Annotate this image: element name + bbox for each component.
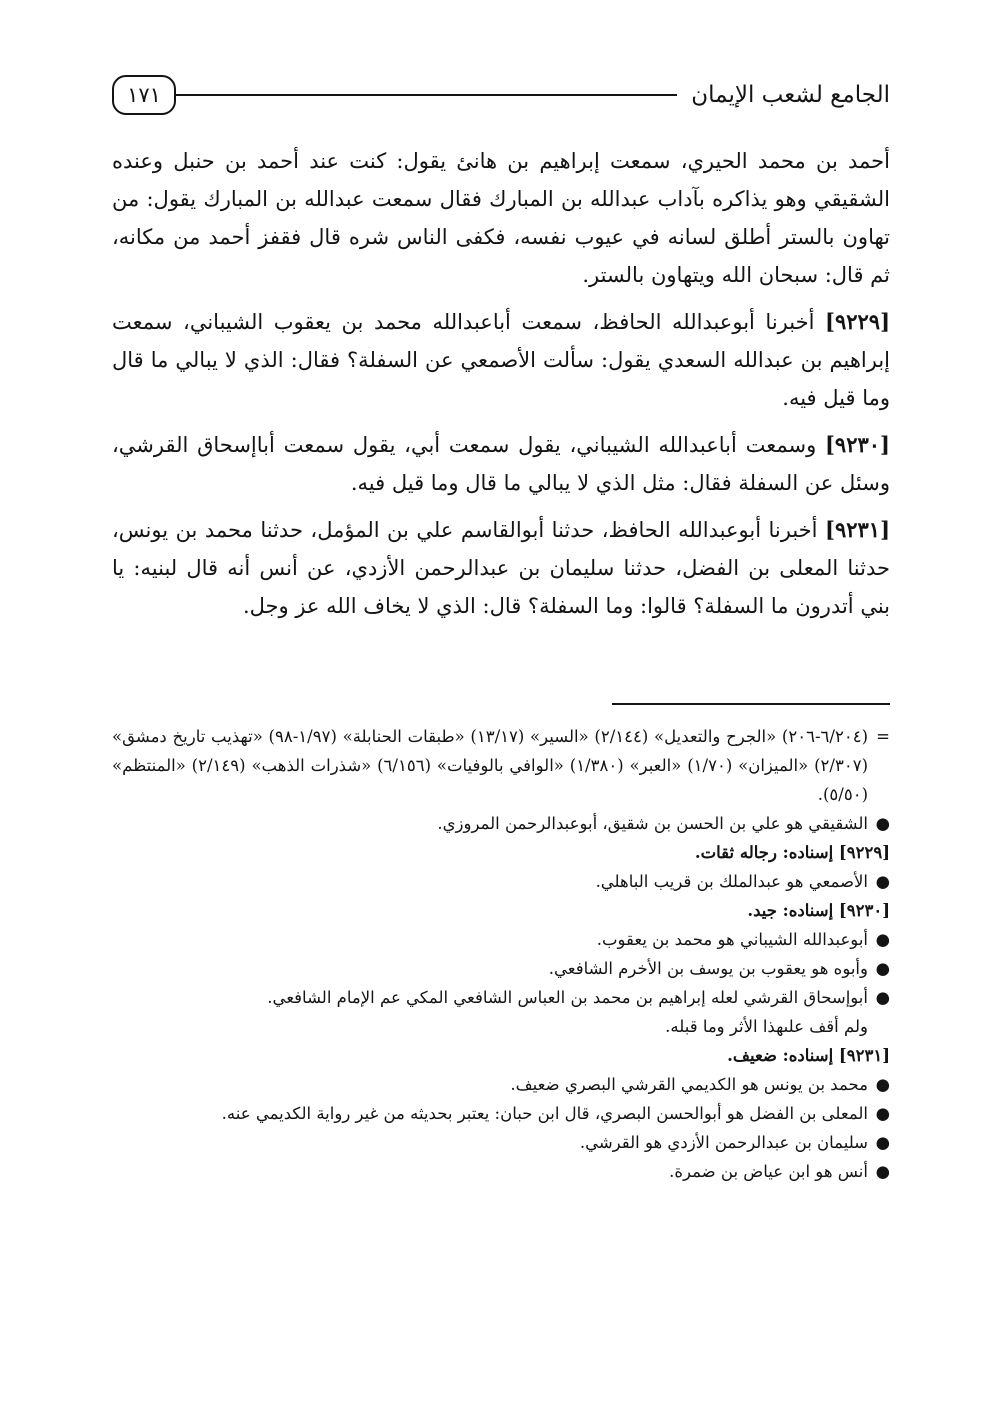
continuation-marker: =: [876, 727, 890, 746]
footnote-item: [112, 1128, 890, 1157]
footnote-item: [112, 1070, 890, 1099]
bullet-icon: ●: [875, 1075, 890, 1094]
hadith-number: [٩٢٣٠]: [824, 432, 890, 457]
footnote-heading-9231: [٩٢٣١] إسناده: ضعيف.: [727, 1046, 890, 1065]
footnote-item: [112, 867, 890, 896]
footnote-text: أبوعبدالله الشيباني هو محمد بن يعقوب.: [596, 930, 868, 949]
hadith-text: أخبرنا أبوعبدالله الحافظ، سمعت أباعبدالله محمد بن يعقوب الشيباني، سمعت إبراهيم بن عبدالله السعدي يقول: سألت الأصمعي عن السفلة؟ فقال: الذي لا يبالي ما قال وما قيل فيه.: [112, 310, 890, 410]
hadith-9229: [112, 303, 890, 417]
hadith-9230: [112, 426, 890, 502]
header-rule: [176, 94, 677, 96]
page-number: ١٧١: [112, 75, 176, 115]
footnote-text: أبوإسحاق القرشي لعله إبراهيم بن محمد بن العباس الشافعي المكي عم الإمام الشافعي.: [267, 988, 868, 1007]
footnote-text: (٦/٢٠٤-٢٠٦) «الجرح والتعديل» (٢/١٤٤) «السير» (١٣/١٧) «طبقات الحنابلة» (١/٩٧-٩٨) «تهذيب تاريخ دمشق» (٢/٣٠٧) «الميزان» (١/٧٠) «العبر» (١/٣٨٠) «الوافي بالوفيات» (٦/١٥٦) «شذرات الذهب» (٢/١٤٩) «المنتظم» (٥/٥٠).: [112, 727, 868, 804]
bullet-icon: ●: [875, 814, 890, 833]
bullet-icon: ●: [875, 1133, 890, 1152]
footnote-text: الأصمعي هو عبدالملك بن قريب الباهلي.: [595, 872, 868, 891]
running-header: [112, 72, 890, 118]
footnote-text: المعلى بن الفضل هو أبوالحسن البصري، قال ابن حبان: يعتبر بحديثه من غير رواية الكديمي عنه.: [221, 1104, 868, 1123]
footnote-text: سليمان بن عبدالرحمن الأزدي هو القرشي.: [579, 1133, 868, 1152]
footnote-continuation: [112, 722, 890, 809]
bullet-icon: ●: [875, 959, 890, 978]
footnote-text: وأبوه هو يعقوب بن يوسف بن الأخرم الشافعي.: [548, 959, 868, 978]
bullet-icon: ●: [875, 1162, 890, 1181]
footnote-item: [112, 925, 890, 954]
footnote-separator: [612, 703, 890, 705]
bullet-icon: ●: [875, 872, 890, 891]
main-text: [112, 142, 890, 634]
hadith-9231: [112, 511, 890, 625]
footnote-heading-9229: [٩٢٢٩] إسناده: رجاله ثقات.: [694, 843, 890, 862]
bullet-icon: ●: [875, 930, 890, 949]
paragraph-continuation: أحمد بن محمد الحيري، سمعت إبراهيم بن هانئ يقول: كنت عند أحمد بن حنبل وعنده الشقيقي وهو يذاكره بآداب عبدالله بن المبارك فقال سمعت عبدالله بن المبارك يقول: من تهاون بالستر أطلق لسانه في عيوب نفسه، فكفى الناس شره قال فقفز أحمد من مكانه، ثم قال: سبحان الله ويتهاون بالستر.: [112, 149, 890, 287]
bullet-icon: ●: [875, 988, 890, 1007]
footnote-item: [112, 1099, 890, 1128]
footnote-text: الشقيقي هو علي بن الحسن بن شقيق، أبوعبدالرحمن المروزي.: [437, 814, 868, 833]
footnote-text: محمد بن يونس هو الكديمي القرشي البصري ضعيف.: [510, 1075, 868, 1094]
footnote-item: [112, 954, 890, 983]
footnote-item: [112, 809, 890, 838]
footnote-item: [112, 983, 890, 1012]
footnote-text: أنس هو ابن عياض بن ضمرة.: [669, 1162, 868, 1181]
footnotes: [112, 722, 890, 1186]
header-title: الجامع لشعب الإيمان: [691, 82, 890, 108]
footnote-item: [112, 1157, 890, 1186]
hadith-number: [٩٢٣١]: [825, 517, 890, 542]
footnote-heading-9230: [٩٢٣٠] إسناده: جيد.: [747, 901, 890, 920]
footnote-text-plain: ولم أقف علىهذا الأثر وما قبله.: [665, 1017, 868, 1036]
bullet-icon: ●: [875, 1104, 890, 1123]
hadith-text: وسمعت أباعبدالله الشيباني، يقول سمعت أبي، يقول سمعت أباإسحاق القرشي، وسئل عن السفلة فقال: مثل الذي لا يبالي ما قال وما قيل فيه.: [112, 433, 890, 495]
hadith-text: أخبرنا أبوعبدالله الحافظ، حدثنا أبوالقاسم علي بن المؤمل، حدثنا محمد بن يونس، حدثنا المعلى بن الفضل، حدثنا سليمان بن عبدالرحمن الأزدي، عن أنس أنه قال لبنيه: يا بني أتدرون ما السفلة؟ قالوا: وما السفلة؟ قال: الذي لا يخاف الله عز وجل.: [112, 518, 890, 618]
hadith-number: [٩٢٢٩]: [825, 309, 890, 334]
